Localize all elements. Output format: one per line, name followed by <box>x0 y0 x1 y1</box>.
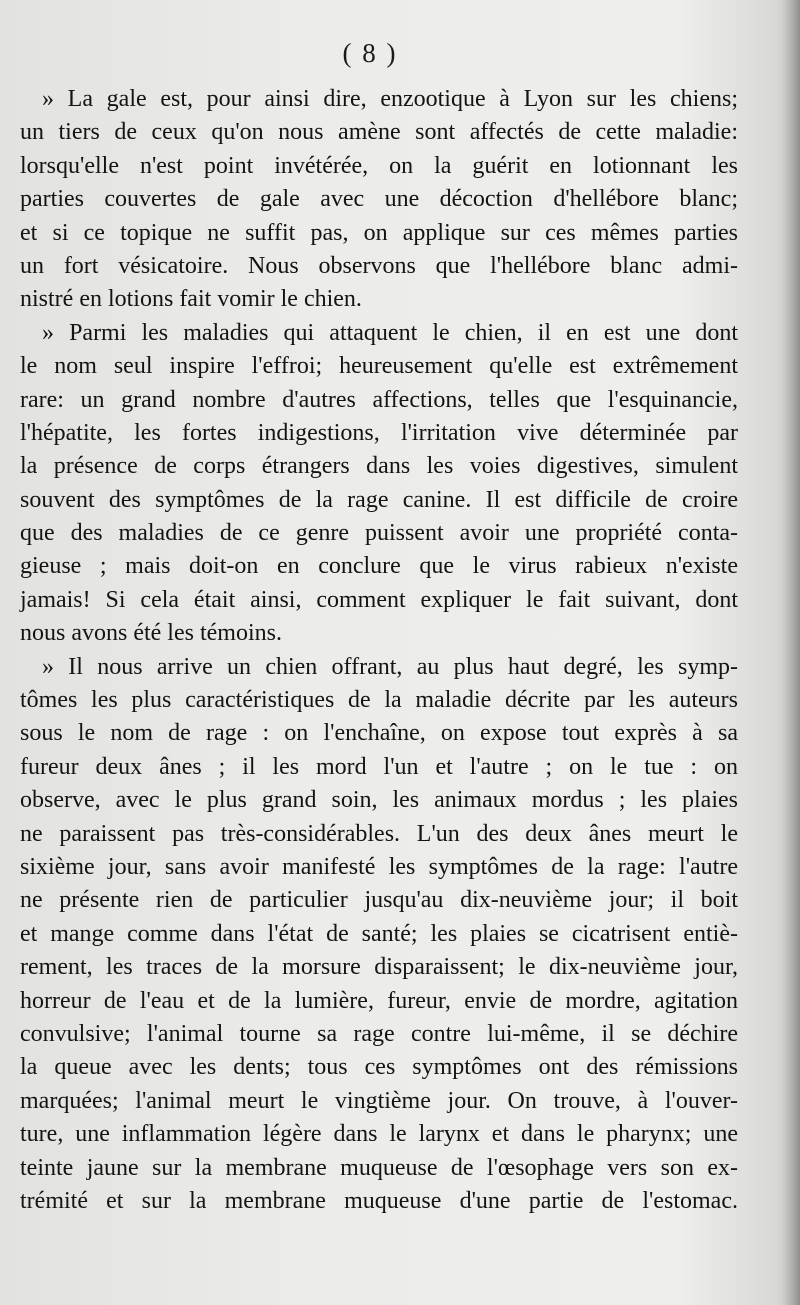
text-line: la queue avec les dents; tous ces symptômes ont des rémissions <box>20 1054 738 1081</box>
text-line: sous le nom de rage : on l'enchaîne, on expose tout exprès à sa <box>20 720 738 747</box>
text-line: et si ce topique ne suffit pas, on applique sur ces mêmes parties <box>20 219 738 246</box>
text-line: rare: un grand nombre d'autres affections, telles que l'esquinancie, <box>20 386 738 413</box>
text-line: observe, avec le plus grand soin, les animaux mordus ; les plaies <box>20 787 738 814</box>
page-number: ( 8 ) <box>342 38 398 68</box>
text-line: convulsive; l'animal tourne sa rage contre lui-même, il se déchire <box>20 1020 738 1047</box>
text-line: nistré en lotions fait vomir le chien. <box>20 286 362 313</box>
text-line: le nom seul inspire l'effroi; heureusement qu'elle est extrêmement <box>20 353 738 380</box>
text-line: tômes les plus caractéristiques de la maladie décrite par les auteurs <box>20 687 738 714</box>
text-line: ne présente rien de particulier jusqu'au dix-neuvième jour; il boit <box>20 887 738 914</box>
text-line: teinte jaune sur la membrane muqueuse de l'œsophage vers son ex- <box>20 1154 738 1181</box>
paragraph-1 <box>20 83 738 317</box>
paragraph-3 <box>20 651 738 1219</box>
page-edge-shadow <box>782 0 800 1305</box>
text-line: » Parmi les maladies qui attaquent le chien, il en est une dont <box>42 319 738 346</box>
text-line: ture, une inflammation légère dans le larynx et dans le pharynx; une <box>20 1121 738 1148</box>
body-text <box>20 83 738 1218</box>
text-line: la présence de corps étrangers dans les voies digestives, simulent <box>20 453 738 480</box>
text-line: nous avons été les témoins. <box>20 620 282 647</box>
text-line: que des maladies de ce genre puissent avoir une propriété conta- <box>20 520 738 547</box>
text-line: » Il nous arrive un chien offrant, au plus haut degré, les symp- <box>42 653 738 680</box>
text-line: parties couvertes de gale avec une décoction d'hellébore blanc; <box>20 186 738 213</box>
text-line: l'hépatite, les fortes indigestions, l'irritation vive déterminée par <box>20 419 738 446</box>
text-line: souvent des symptômes de la rage canine. Il est difficile de croire <box>20 486 738 513</box>
text-line: lorsqu'elle n'est point invétérée, on la guérit en lotionnant les <box>20 152 738 179</box>
text-line: un tiers de ceux qu'on nous amène sont affectés de cette maladie: <box>20 119 738 146</box>
text-line: ne paraissent pas très-considérables. L'un des deux ânes meurt le <box>20 820 738 847</box>
text-line: horreur de l'eau et de la lumière, fureur, envie de mordre, agitation <box>20 987 738 1014</box>
paragraph-2 <box>20 317 738 651</box>
text-line: et mange comme dans l'état de santé; les plaies se cicatrisent entiè- <box>20 920 738 947</box>
text-line: fureur deux ânes ; il les mord l'un et l'autre ; on le tue : on <box>20 753 738 780</box>
text-line: » La gale est, pour ainsi dire, enzootique à Lyon sur les chiens; <box>42 86 738 112</box>
text-line: gieuse ; mais doit-on en conclure que le virus rabieux n'existe <box>20 553 738 580</box>
text-line: sixième jour, sans avoir manifesté les symptômes de la rage: l'autre <box>20 853 738 880</box>
text-line: un fort vésicatoire. Nous observons que l'hellébore blanc admi- <box>20 252 738 279</box>
text-line: trémité et sur la membrane muqueuse d'une partie de l'estomac. <box>20 1187 738 1214</box>
text-line: marquées; l'animal meurt le vingtième jour. On trouve, à l'ouver- <box>20 1087 738 1114</box>
text-line: jamais! Si cela était ainsi, comment expliquer le fait suivant, dont <box>20 586 738 613</box>
text-line: rement, les traces de la morsure disparaissent; le dix-neuvième jour, <box>20 954 738 981</box>
